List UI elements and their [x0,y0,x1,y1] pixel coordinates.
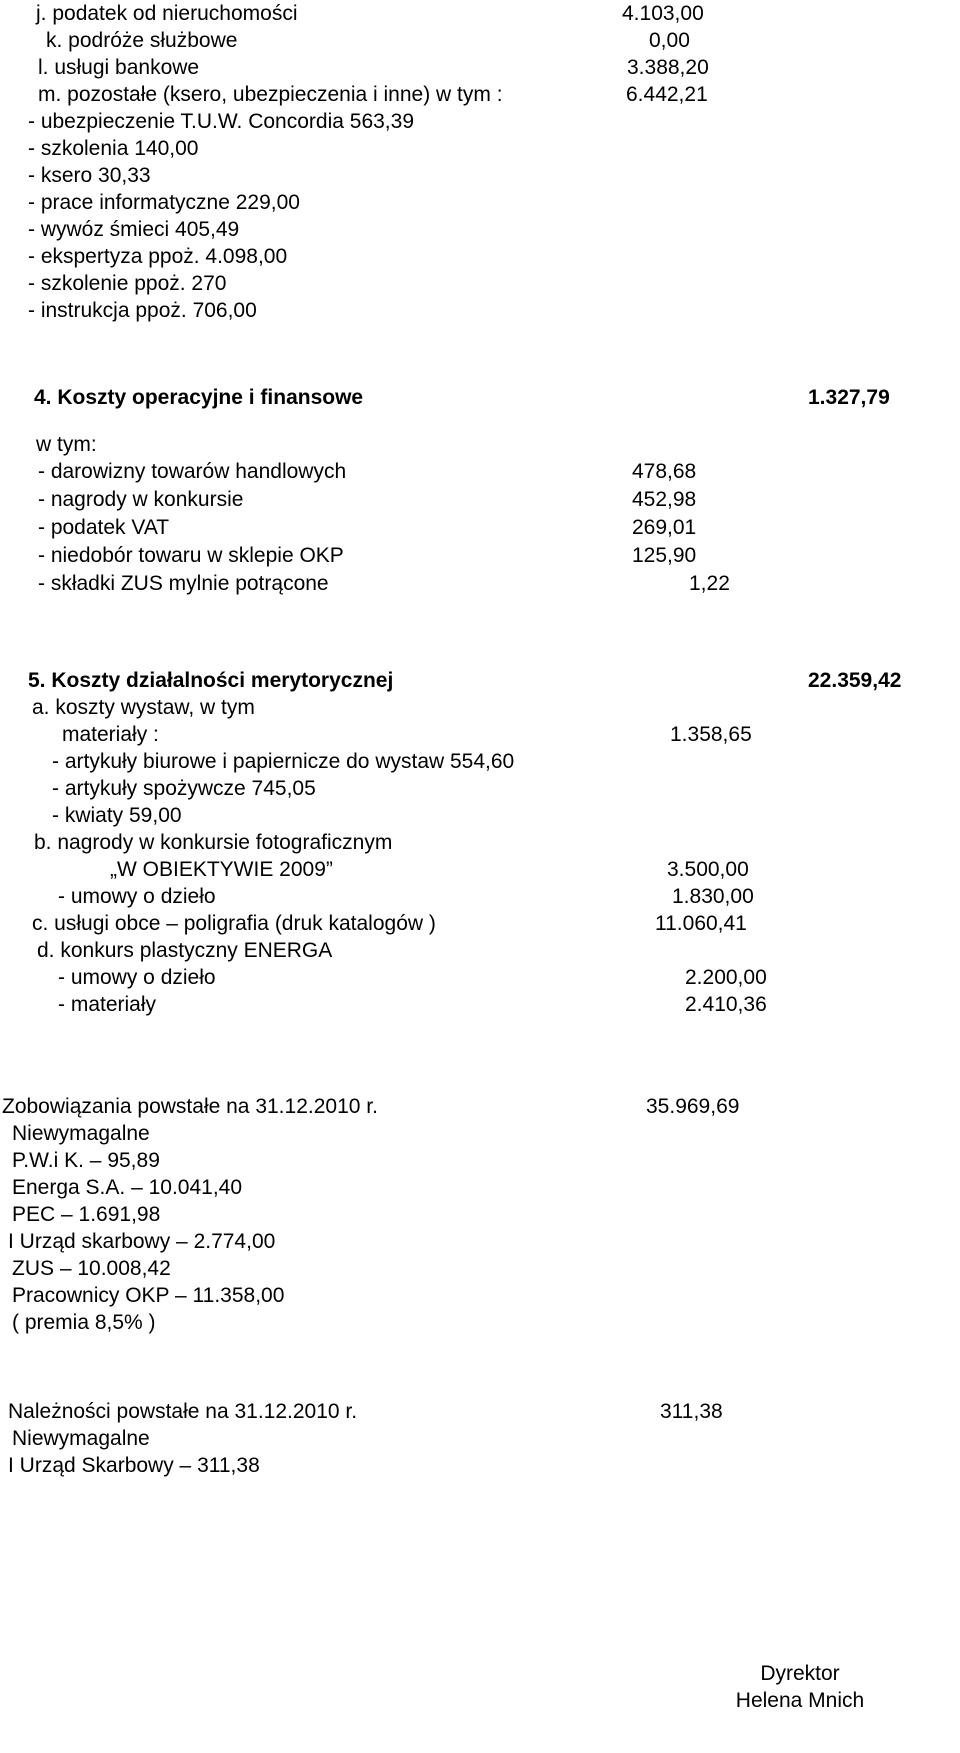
section4-item-label: - podatek VAT [38,516,170,539]
section5-a-item: - kwiaty 59,00 [52,804,182,827]
liability-item: Energa S.A. – 10.041,40 [12,1176,243,1199]
section4-title: 4. Koszty operacyjne i finansowe [34,386,364,409]
section5-a-materials-value: 1.358,65 [670,723,752,746]
section5-a-item: - artykuły spożywcze 745,05 [52,777,316,800]
m-item: - ubezpieczenie T.U.W. Concordia 563,39 [28,110,414,133]
section5-b-contract-label: - umowy o dzieło [58,885,216,908]
section4-item-label: - darowizny towarów handlowych [38,460,347,483]
section5-c-value: 11.060,41 [655,912,747,935]
item-j-label: j. podatek od nieruchomości [36,2,298,25]
section5-d-label: d. konkurs plastyczny ENERGA [37,939,333,962]
liability-item: ZUS – 10.008,42 [12,1257,171,1280]
section4-item-label: - niedobór towaru w sklepie OKP [38,544,344,567]
section5-a-label: a. koszty wystaw, w tym [32,696,255,719]
item-l-label: l. usługi bankowe [38,56,200,79]
item-l-value: 3.388,20 [627,56,709,79]
section5-b-name-value: 3.500,00 [667,858,749,881]
m-item: - ksero 30,33 [28,164,151,187]
section5-title: 5. Koszty działalności merytorycznej [28,669,394,692]
liability-item: Pracownicy OKP – 11.358,00 [12,1284,285,1307]
m-item: - prace informatyczne 229,00 [28,191,300,214]
section5-b-contract-value: 1.830,00 [672,885,754,908]
section5-d-contract-label: - umowy o dzieło [58,966,216,989]
receivables-total: 311,38 [660,1400,723,1423]
section4-item-value: 269,01 [632,516,697,539]
item-m-value: 6.442,21 [626,83,708,106]
m-item: - szkolenie ppoż. 270 [28,272,227,295]
liabilities-total: 35.969,69 [646,1095,740,1118]
section5-d-materials-label: - materiały [58,993,157,1016]
m-item: - ekspertyza ppoż. 4.098,00 [28,245,288,268]
section4-item-label: - nagrody w konkursie [38,488,244,511]
receivables-title: Należności powstałe na 31.12.2010 r. [8,1400,358,1423]
section4-intro: w tym: [36,433,97,456]
signature-role: Dyrektor [760,1662,840,1685]
liabilities-title: Zobowiązania powstałe na 31.12.2010 r. [2,1095,378,1118]
m-item: - instrukcja ppoż. 706,00 [28,299,257,322]
m-item: - wywóz śmieci 405,49 [28,218,240,241]
section5-d-materials-value: 2.410,36 [685,993,767,1016]
receivable-item: I Urząd Skarbowy – 311,38 [8,1454,260,1477]
section5-b-name: „W OBIEKTYWIE 2009” [110,858,333,881]
section4-item-value: 478,68 [632,460,697,483]
liabilities-subtitle: Niewymagalne [12,1122,150,1145]
liability-item: I Urząd skarbowy – 2.774,00 [8,1230,276,1253]
item-k-label: k. podróże służbowe [46,29,238,52]
section5-c-label: c. usługi obce – poligrafia (druk katalogów ) [32,912,436,935]
item-k-value: 0,00 [649,29,690,52]
section4-item-value: 1,22 [689,572,730,595]
liability-item: PEC – 1.691,98 [12,1203,161,1226]
section4-item-value: 125,90 [632,544,697,567]
m-item: - szkolenia 140,00 [28,137,199,160]
section4-item-value: 452,98 [632,488,697,511]
signature-name: Helena Mnich [735,1689,865,1712]
section5-b-label: b. nagrody w konkursie fotograficznym [34,831,393,854]
liability-item: P.W.i K. – 95,89 [12,1149,160,1172]
section5-a-materials-label: materiały : [62,723,159,746]
section5-d-contract-value: 2.200,00 [685,966,767,989]
liability-item: ( premia 8,5% ) [12,1311,156,1334]
section4-total: 1.327,79 [808,386,890,409]
item-j-value: 4.103,00 [622,2,704,25]
receivables-subtitle: Niewymagalne [12,1427,150,1450]
section4-item-label: - składki ZUS mylnie potrącone [38,572,329,595]
section5-a-item: - artykuły biurowe i papiernicze do wystaw 554,60 [52,750,515,773]
item-m-label: m. pozostałe (ksero, ubezpieczenia i inne) w tym : [38,83,503,106]
section5-total: 22.359,42 [808,669,902,692]
